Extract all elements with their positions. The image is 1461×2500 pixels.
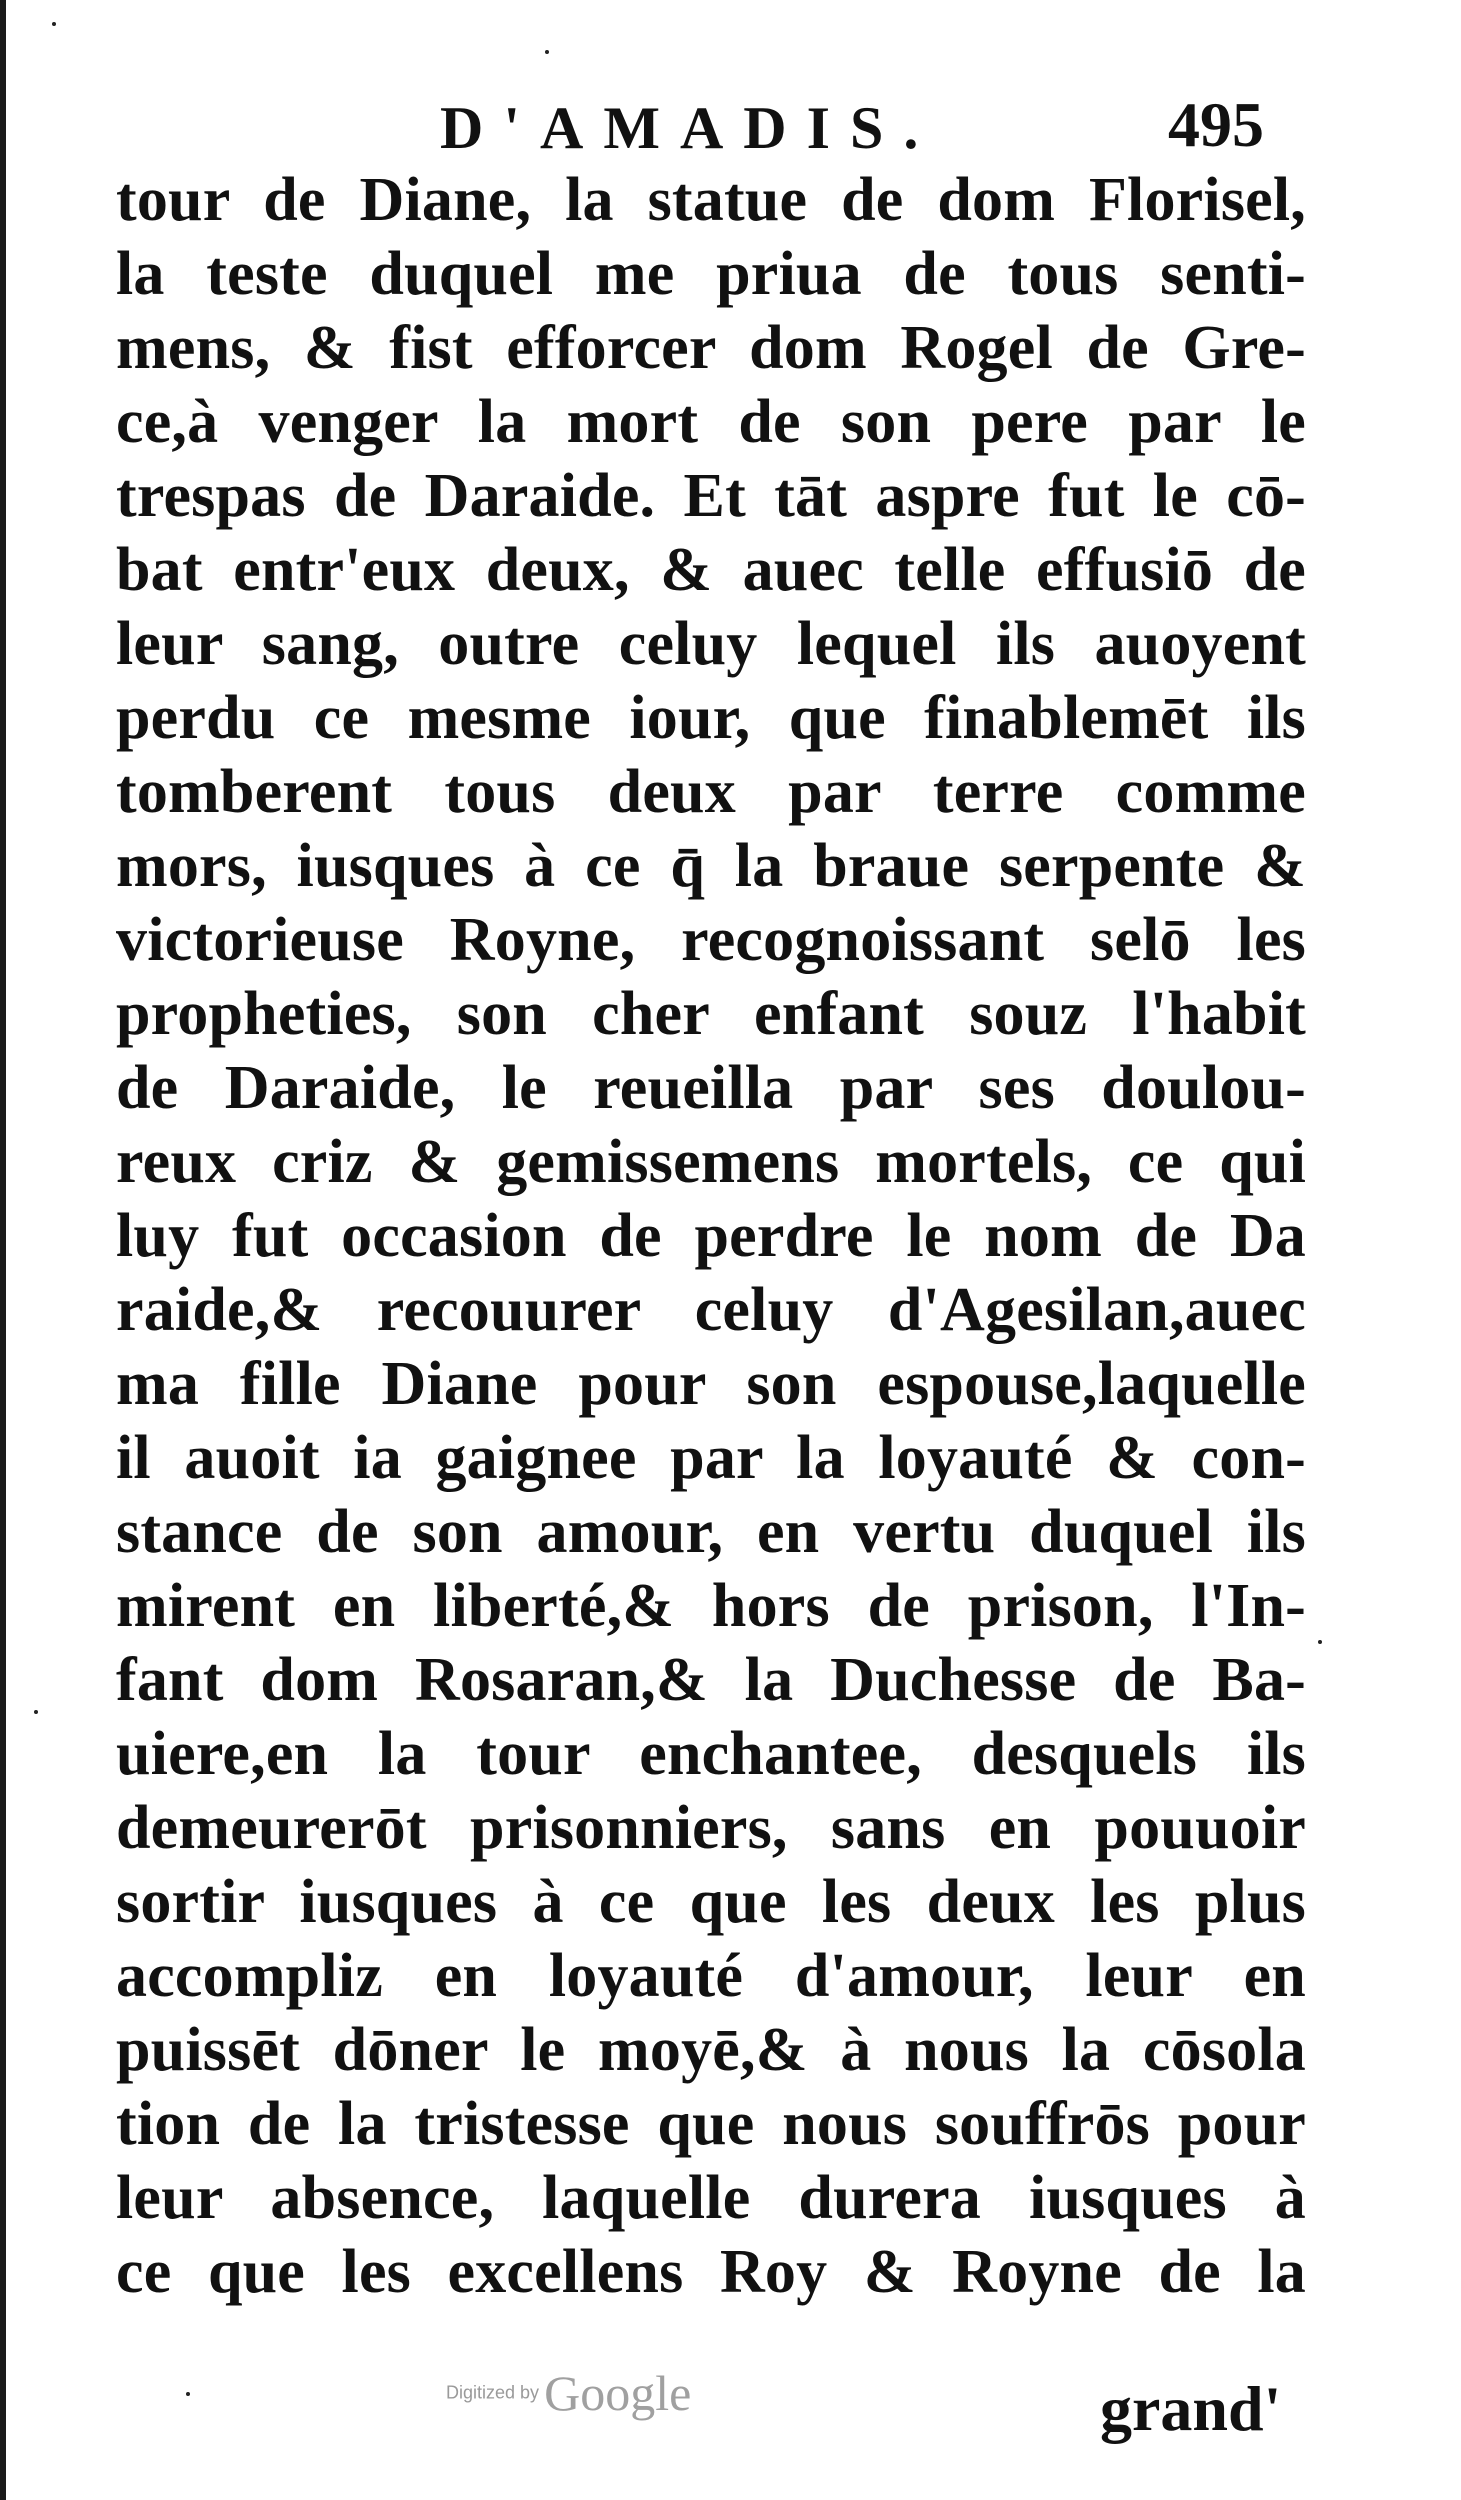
page-edge-shadow — [0, 0, 6, 2500]
text-line: ce,à venger la mort de son pere par le — [116, 388, 1306, 456]
text-line: mens, & fist efforcer dom Rogel de Gre- — [116, 314, 1306, 382]
text-line: trespas de Daraide. Et tāt aspre fut le cō- — [116, 462, 1306, 530]
text-line: stance de son amour, en vertu duquel ils — [116, 1498, 1306, 1566]
text-line: leur absence, laquelle durera iusques à — [116, 2164, 1306, 2232]
ink-speck — [186, 2392, 190, 2396]
text-line: reux criz & gemissemens mortels, ce qui — [116, 1128, 1306, 1196]
text-line: propheties, son cher enfant souz l'habit — [116, 980, 1306, 1048]
text-line: fant dom Rosaran,& la Duchesse de Ba- — [116, 1646, 1306, 1714]
ink-speck — [52, 22, 56, 26]
ink-speck — [545, 50, 549, 54]
text-line: tion de la tristesse que nous souffrōs pour — [116, 2090, 1306, 2158]
text-line: tour de Diane, la statue de dom Florisel, — [116, 166, 1306, 234]
text-line: mirent en liberté,& hors de prison, l'In- — [116, 1572, 1306, 1640]
text-line: mors, iusques à ce q̄ la braue serpente & — [116, 832, 1306, 900]
catchword: grand' — [1100, 2373, 1282, 2444]
google-logo: Google — [544, 2365, 692, 2421]
text-line: ma fille Diane pour son espouse,laquelle — [116, 1350, 1306, 1418]
digitized-watermark — [446, 2364, 691, 2422]
text-line: de Daraide, le reueilla par ses doulou- — [116, 1054, 1306, 1122]
running-title: D'AMADIS. — [440, 95, 939, 161]
text-line: uiere,en la tour enchantee, desquels ils — [116, 1720, 1306, 1788]
text-line: tomberent tous deux par terre comme — [116, 758, 1306, 826]
text-line: bat entr'eux deux, & auec telle effusiō de — [116, 536, 1306, 604]
text-line: raide,& recouurer celuy d'Agesilan,auec — [116, 1276, 1306, 1344]
text-line: victorieuse Royne, recognoissant selō les — [116, 906, 1306, 974]
ink-speck — [34, 1710, 38, 1714]
digitized-prefix: Digitized by — [446, 2382, 540, 2403]
page-number: 495 — [1168, 89, 1264, 160]
text-line: il auoit ia gaignee par la loyauté & con- — [116, 1424, 1306, 1492]
body-text — [116, 163, 1306, 2309]
text-line: accompliz en loyauté d'amour, leur en — [116, 1942, 1306, 2010]
page-header — [0, 82, 1461, 172]
text-line: puissēt dōner le moyē,& à nous la cōsola — [116, 2016, 1306, 2084]
text-line: la teste duquel me priua de tous senti- — [116, 240, 1306, 308]
text-line: luy fut occasion de perdre le nom de Da — [116, 1202, 1306, 1270]
text-line: sortir iusques à ce que les deux les plus — [116, 1868, 1306, 1936]
text-line: perdu ce mesme iour, que finablemēt ils — [116, 684, 1306, 752]
page-footer — [0, 2336, 1461, 2456]
text-line: leur sang, outre celuy lequel ils auoyent — [116, 610, 1306, 678]
text-line: demeurerōt prisonniers, sans en pouuoir — [116, 1794, 1306, 1862]
ink-speck — [1318, 1640, 1322, 1644]
text-line: ce que les excellens Roy & Royne de la — [116, 2238, 1306, 2306]
